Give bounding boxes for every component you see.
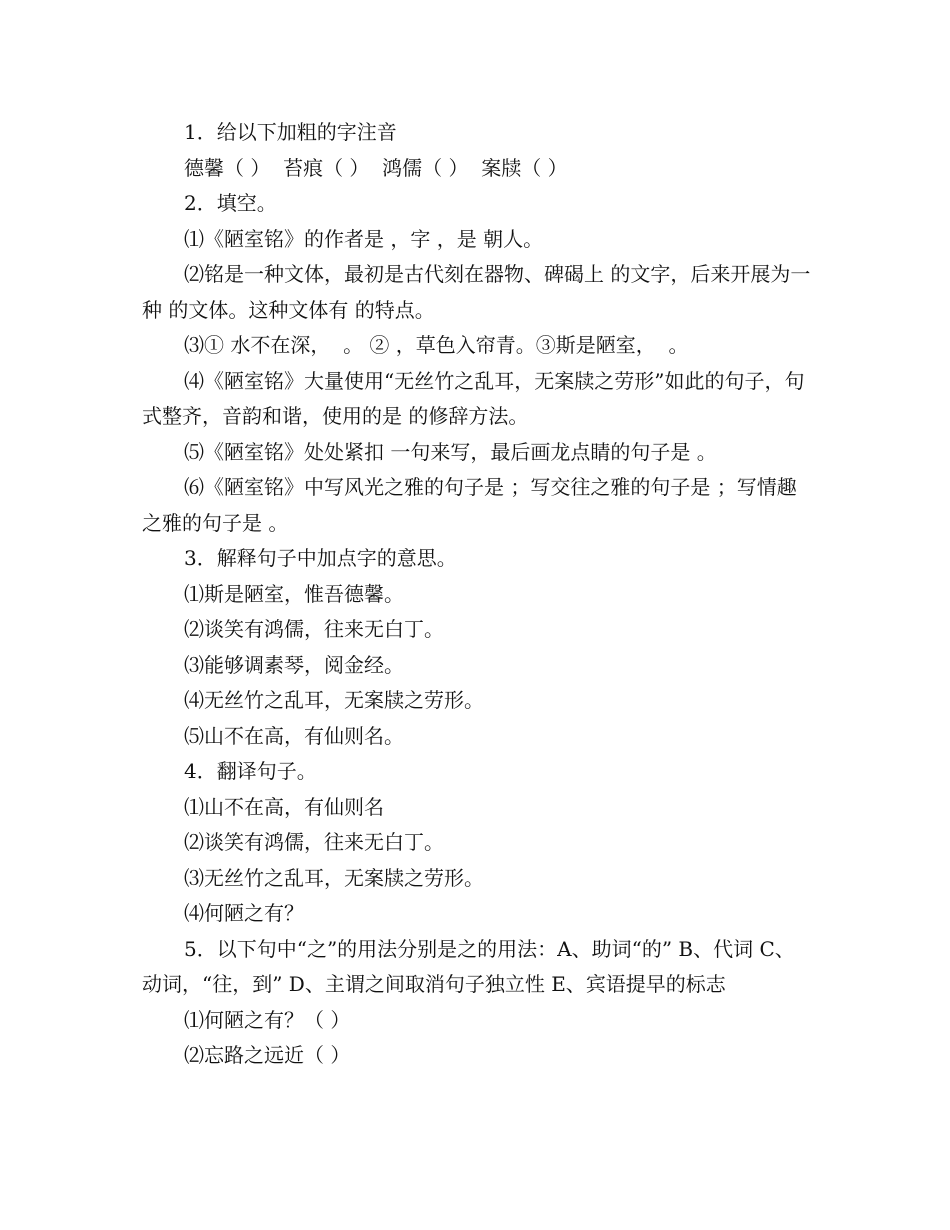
question-3-item-5: ⑸山不在高，有仙则名。 [184,723,404,748]
question-2-item-5: ⑸《陋室铭》处处紧扣 一句来写，最后画龙点睛的句子是 。 [184,439,717,464]
question-3-item-2: ⑵谈笑有鸿儒，往来无白丁。 [184,617,444,641]
question-3-item-1: ⑴斯是陋室，惟吾德馨。 [184,581,404,606]
question-2-item-2: ⑵铭是一种文体，最初是古代刻在器物、碑碣上 的文字，后来开展为一种 的文体。这种文体有 的特点。 [142,262,811,322]
question-4-item-1: ⑴山不在高，有仙则名 [184,794,384,819]
question-1-heading: 1．给以下加粗的字注音 [184,120,397,144]
question-5-item-2: ⑵忘路之远近（ ） [184,1043,351,1067]
question-3-heading: 3．解释句子中加点字的意思。 [184,546,457,570]
question-4-item-3: ⑶无丝竹之乱耳，无案牍之劳形。 [184,865,484,890]
document-body [142,115,814,1074]
question-3-item-3: ⑶能够调素琴，阅金经。 [184,652,404,677]
question-5-heading: 5．以下句中“之”的用法分别是之的用法：A、助词“的” B、代词 C、动词，“往，到” D、主谓之间取消句子独立性 E、宾语提早的标志 [142,936,795,996]
question-4-item-4: ⑷何陋之有？ [184,901,304,925]
question-5-item-1: ⑴何陋之有？（ ） [184,1007,351,1032]
question-2-item-3: ⑶① 水不在深， 。 ② ，草色入帘青。③斯是陋室， 。 [184,333,689,357]
question-2-item-4: ⑷《陋室铭》大量使用“无丝竹之乱耳，无案牍之劳形”如此的句子，句式整齐，音韵和谐，使用的是 的修辞方法。 [142,368,805,428]
question-1-items: 德馨（ ） 苔痕（ ） 鸿儒（ ） 案牍（ ） [184,155,568,180]
question-3-item-4: ⑷无丝竹之乱耳，无案牍之劳形。 [184,688,484,712]
question-4-item-2: ⑵谈笑有鸿儒，往来无白丁。 [184,830,444,854]
question-2-item-1: ⑴《陋室铭》的作者是 ，字 ，是 朝人。 [184,226,544,251]
question-2-heading: 2．填空。 [184,191,277,215]
question-4-heading: 4．翻译句子。 [184,759,317,783]
question-2-item-6: ⑹《陋室铭》中写风光之雅的句子是 ；写交往之雅的句子是 ；写情趣之雅的句子是 。 [142,475,797,535]
